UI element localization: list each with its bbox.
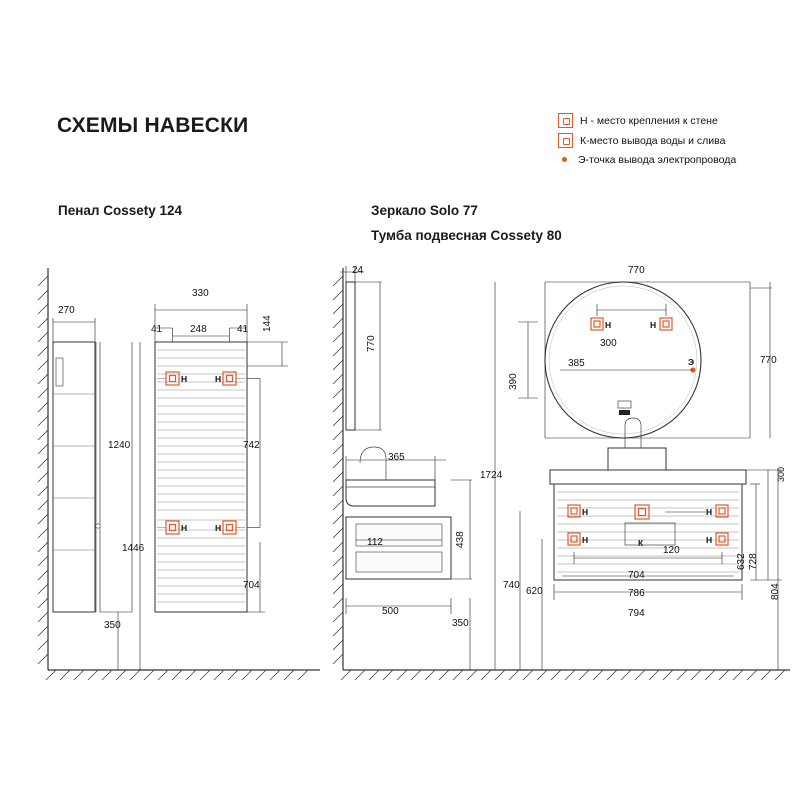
dim-sink-inner: 112 <box>367 537 383 548</box>
legend-item <box>558 153 736 166</box>
dim-left-side-height: 1240 <box>108 440 131 451</box>
right-section-caption-line1: Зеркало Solo 77 <box>371 203 478 218</box>
dim-right-804: 804 <box>770 583 781 600</box>
right-section-caption-line2: Тумба подвесная Cossety 80 <box>371 228 562 243</box>
dim-cab-inner: 704 <box>628 570 645 581</box>
svg-text:К: К <box>638 538 644 548</box>
svg-text:Н: Н <box>706 535 713 545</box>
dim-left-inner-right: 41 <box>237 324 249 335</box>
dim-left-inner-left: 41 <box>151 324 163 335</box>
dim-mirror-mid-h: 390 <box>508 373 519 390</box>
dim-wall-thickness: 24 <box>352 265 364 276</box>
dim-cabinet-depth: 500 <box>382 606 399 617</box>
dim-mirror-height-right: 770 <box>760 355 777 366</box>
svg-text:Н: Н <box>181 523 188 533</box>
dim-mirror-height-left: 770 <box>366 335 377 352</box>
dim-right-728: 728 <box>748 553 759 570</box>
electric-outlet-dot-icon <box>558 153 571 166</box>
right-drawing <box>320 258 790 698</box>
wall-mount-marker-icon <box>558 113 573 128</box>
dim-mirror-elec-w: 385 <box>568 358 585 369</box>
dim-mirror-width: 770 <box>628 265 645 276</box>
dim-cab-mid-h: 620 <box>526 586 543 597</box>
dim-left-inner-mid: 248 <box>190 324 207 335</box>
legend <box>558 113 736 171</box>
svg-text:Н: Н <box>706 507 713 517</box>
dim-left-top-offset: 144 <box>262 315 273 332</box>
left-drawing <box>20 258 320 698</box>
dim-cab-mid-w: 786 <box>628 588 645 599</box>
dim-water-point: 120 <box>663 545 680 556</box>
dim-left-mount-span: 742 <box>243 440 260 451</box>
svg-text:Н: Н <box>605 320 612 330</box>
water-outlet-marker-icon <box>558 133 573 148</box>
dim-mirror-dia-note: 300 <box>776 466 786 482</box>
legend-item-label: К-место вывода воды и слива <box>580 134 726 147</box>
dim-left-floor-offset: 350 <box>104 620 121 631</box>
svg-text:Н: Н <box>582 535 589 545</box>
svg-text:Н: Н <box>582 507 589 517</box>
dim-right-632: 632 <box>736 553 747 570</box>
dim-left-bottom-part: 704 <box>243 580 260 591</box>
dim-mirror-mount-span: 300 <box>600 338 617 349</box>
dim-left-width: 330 <box>192 288 209 299</box>
dim-sink-depth: 365 <box>388 452 405 463</box>
left-section-caption: Пенал Cossety 124 <box>58 203 182 218</box>
dim-cab-total-w: 794 <box>628 608 645 619</box>
dim-cab-mount-h: 740 <box>503 580 520 591</box>
svg-text:Н: Н <box>215 523 222 533</box>
dim-sink-height: 438 <box>455 531 466 548</box>
dim-top-total: 1724 <box>480 470 503 481</box>
svg-text:Э: Э <box>688 357 695 367</box>
dim-left-depth: 270 <box>58 305 75 316</box>
svg-text:Н: Н <box>650 320 657 330</box>
dim-right-floor-offset: 350 <box>452 618 469 629</box>
dim-left-body-height: 1446 <box>122 543 145 554</box>
svg-text:Н: Н <box>215 374 222 384</box>
legend-item-label: Н - место крепления к стене <box>580 114 718 127</box>
page-title: СХЕМЫ НАВЕСКИ <box>57 114 249 137</box>
svg-text:Н: Н <box>181 374 188 384</box>
legend-item <box>558 113 736 128</box>
legend-item <box>558 133 736 148</box>
legend-item-label: Э-точка вывода электропровода <box>578 153 737 166</box>
